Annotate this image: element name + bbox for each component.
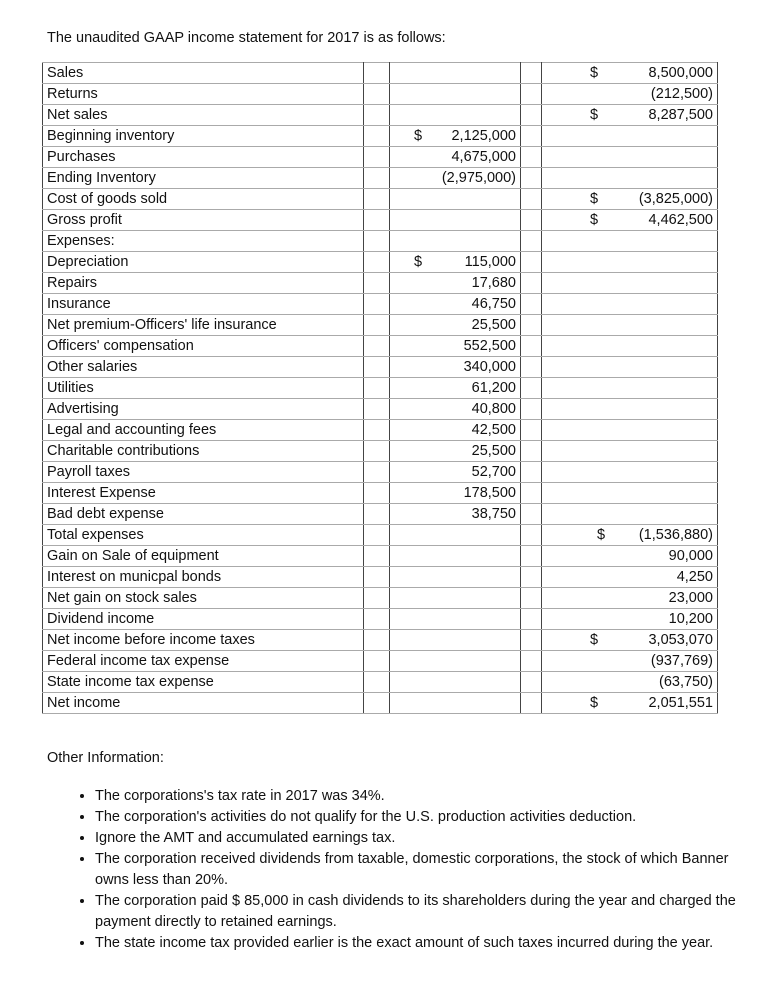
spacer-cell xyxy=(364,147,390,168)
row-label: Repairs xyxy=(43,273,364,294)
row-label: Net income before income taxes xyxy=(43,630,364,651)
spacer-cell xyxy=(364,357,390,378)
spacer-cell xyxy=(521,399,542,420)
total-cell xyxy=(542,546,718,567)
other-information-list xyxy=(50,786,745,954)
bullet-item: • The corporation's activities do not qualify for the U.S. production activities deduction. xyxy=(95,807,745,828)
total-cell xyxy=(542,252,718,273)
spacer-cell xyxy=(364,189,390,210)
table-row xyxy=(43,693,718,714)
table-row xyxy=(43,504,718,525)
spacer-cell xyxy=(364,294,390,315)
total-cell xyxy=(542,210,718,231)
table-row xyxy=(43,546,718,567)
spacer-cell xyxy=(364,525,390,546)
total-value: (212,500) xyxy=(650,86,713,102)
total-cell xyxy=(542,441,718,462)
table-row xyxy=(43,630,718,651)
row-label: Insurance xyxy=(43,294,364,315)
amount-cell xyxy=(390,504,521,525)
amount-value: 42,500 xyxy=(471,422,516,438)
spacer-cell xyxy=(364,252,390,273)
total-value: 23,000 xyxy=(668,590,713,606)
spacer-cell xyxy=(364,315,390,336)
amount-cell xyxy=(390,168,521,189)
total-cell xyxy=(542,378,718,399)
amount-cell xyxy=(390,630,521,651)
spacer-cell xyxy=(521,315,542,336)
spacer-cell xyxy=(364,273,390,294)
amount-cell xyxy=(390,441,521,462)
row-label: Cost of goods sold xyxy=(43,189,364,210)
amount-value: 25,500 xyxy=(471,317,516,333)
spacer-cell xyxy=(364,546,390,567)
dollar-sign: $ xyxy=(597,527,606,543)
row-label: Utilities xyxy=(43,378,364,399)
total-cell xyxy=(542,630,718,651)
spacer-cell xyxy=(521,441,542,462)
amount-cell xyxy=(390,357,521,378)
total-value: (1,536,880) xyxy=(638,527,713,543)
spacer-cell xyxy=(521,357,542,378)
total-value: 2,051,551 xyxy=(648,695,713,711)
table-row xyxy=(43,105,718,126)
total-value: 8,287,500 xyxy=(648,107,713,123)
table-row xyxy=(43,462,718,483)
row-label: Expenses: xyxy=(43,231,364,252)
total-cell xyxy=(542,567,718,588)
amount-cell xyxy=(390,63,521,84)
total-cell xyxy=(542,168,718,189)
amount-cell xyxy=(390,105,521,126)
table-row xyxy=(43,357,718,378)
dollar-sign: $ xyxy=(414,128,423,144)
amount-value: 552,500 xyxy=(463,338,516,354)
table-row xyxy=(43,420,718,441)
spacer-cell xyxy=(521,483,542,504)
amount-cell xyxy=(390,210,521,231)
spacer-cell xyxy=(521,126,542,147)
amount-cell xyxy=(390,609,521,630)
spacer-cell xyxy=(521,420,542,441)
table-row xyxy=(43,315,718,336)
table-row xyxy=(43,588,718,609)
spacer-cell xyxy=(364,630,390,651)
total-cell xyxy=(542,462,718,483)
spacer-cell xyxy=(521,672,542,693)
total-value: 3,053,070 xyxy=(648,632,713,648)
bullet-item: • The state income tax provided earlier is the exact amount of such taxes incurred during the year. xyxy=(95,933,745,954)
amount-cell xyxy=(390,672,521,693)
total-cell xyxy=(542,483,718,504)
bullet-item: • The corporation paid $ 85,000 in cash dividends to its shareholders during the year and charged the payment directly to retained earnings. xyxy=(95,891,745,933)
total-cell xyxy=(542,504,718,525)
row-label: Federal income tax expense xyxy=(43,651,364,672)
row-label: Gain on Sale of equipment xyxy=(43,546,364,567)
amount-value: (2,975,000) xyxy=(441,170,516,186)
amount-value: 52,700 xyxy=(471,464,516,480)
amount-value: 61,200 xyxy=(471,380,516,396)
amount-cell xyxy=(390,252,521,273)
amount-cell xyxy=(390,378,521,399)
table-row xyxy=(43,84,718,105)
row-label: Dividend income xyxy=(43,609,364,630)
spacer-cell xyxy=(521,504,542,525)
table-row xyxy=(43,609,718,630)
spacer-cell xyxy=(364,84,390,105)
amount-value: 38,750 xyxy=(471,506,516,522)
amount-cell xyxy=(390,147,521,168)
spacer-cell xyxy=(521,294,542,315)
spacer-cell xyxy=(364,63,390,84)
total-cell xyxy=(542,399,718,420)
spacer-cell xyxy=(364,567,390,588)
amount-value: 17,680 xyxy=(471,275,516,291)
total-value: 90,000 xyxy=(668,548,713,564)
amount-value: 25,500 xyxy=(471,443,516,459)
row-label: Charitable contributions xyxy=(43,441,364,462)
table-row xyxy=(43,567,718,588)
total-cell xyxy=(542,420,718,441)
row-label: Purchases xyxy=(43,147,364,168)
amount-value: 340,000 xyxy=(463,359,516,375)
spacer-cell xyxy=(521,105,542,126)
amount-cell xyxy=(390,462,521,483)
spacer-cell xyxy=(521,693,542,714)
row-label: Gross profit xyxy=(43,210,364,231)
amount-cell xyxy=(390,525,521,546)
row-label: Net premium-Officers' life insurance xyxy=(43,315,364,336)
spacer-cell xyxy=(364,693,390,714)
total-cell xyxy=(542,231,718,252)
row-label: Total expenses xyxy=(43,525,364,546)
spacer-cell xyxy=(521,546,542,567)
spacer-cell xyxy=(364,504,390,525)
total-cell xyxy=(542,336,718,357)
total-value: 4,250 xyxy=(676,569,713,585)
amount-cell xyxy=(390,273,521,294)
total-cell xyxy=(542,609,718,630)
row-label: Depreciation xyxy=(43,252,364,273)
row-label: Officers' compensation xyxy=(43,336,364,357)
table-row xyxy=(43,525,718,546)
spacer-cell xyxy=(364,105,390,126)
row-label: Advertising xyxy=(43,399,364,420)
total-cell xyxy=(542,189,718,210)
dollar-sign: $ xyxy=(414,254,423,270)
row-label: Beginning inventory xyxy=(43,126,364,147)
spacer-cell xyxy=(521,462,542,483)
table-row xyxy=(43,231,718,252)
total-cell xyxy=(542,315,718,336)
spacer-cell xyxy=(521,588,542,609)
amount-cell xyxy=(390,231,521,252)
dollar-sign: $ xyxy=(590,65,599,81)
spacer-cell xyxy=(364,462,390,483)
amount-cell xyxy=(390,126,521,147)
table-row xyxy=(43,294,718,315)
amount-value: 40,800 xyxy=(471,401,516,417)
amount-cell xyxy=(390,84,521,105)
total-value: (3,825,000) xyxy=(638,191,713,207)
row-label: Bad debt expense xyxy=(43,504,364,525)
row-label: Interest on municpal bonds xyxy=(43,567,364,588)
spacer-cell xyxy=(364,399,390,420)
spacer-cell xyxy=(364,336,390,357)
bullet-item: • Ignore the AMT and accumulated earnings tax. xyxy=(95,828,745,849)
spacer-cell xyxy=(364,126,390,147)
amount-cell xyxy=(390,399,521,420)
amount-cell xyxy=(390,420,521,441)
table-row xyxy=(43,378,718,399)
spacer-cell xyxy=(521,168,542,189)
total-value: 10,200 xyxy=(668,611,713,627)
spacer-cell xyxy=(364,651,390,672)
spacer-cell xyxy=(521,210,542,231)
spacer-cell xyxy=(364,420,390,441)
dollar-sign: $ xyxy=(590,191,599,207)
spacer-cell xyxy=(521,189,542,210)
total-value: 4,462,500 xyxy=(648,212,713,228)
amount-value: 2,125,000 xyxy=(451,128,516,144)
total-value: (63,750) xyxy=(658,674,713,690)
table-row xyxy=(43,210,718,231)
other-information-heading: Other Information: xyxy=(47,750,164,766)
amount-value: 46,750 xyxy=(471,296,516,312)
table-row xyxy=(43,252,718,273)
row-label: Net income xyxy=(43,693,364,714)
amount-cell xyxy=(390,693,521,714)
amount-value: 178,500 xyxy=(463,485,516,501)
row-label: Legal and accounting fees xyxy=(43,420,364,441)
table-row xyxy=(43,273,718,294)
spacer-cell xyxy=(521,525,542,546)
total-cell xyxy=(542,294,718,315)
table-row xyxy=(43,189,718,210)
amount-cell xyxy=(390,294,521,315)
dollar-sign: $ xyxy=(590,695,599,711)
amount-cell xyxy=(390,189,521,210)
amount-value: 4,675,000 xyxy=(451,149,516,165)
spacer-cell xyxy=(521,630,542,651)
spacer-cell xyxy=(364,672,390,693)
total-cell xyxy=(542,105,718,126)
row-label: State income tax expense xyxy=(43,672,364,693)
row-label: Returns xyxy=(43,84,364,105)
spacer-cell xyxy=(364,378,390,399)
table-row xyxy=(43,336,718,357)
statement-title: The unaudited GAAP income statement for 2017 is as follows: xyxy=(47,30,446,46)
table-row xyxy=(43,126,718,147)
total-cell xyxy=(542,63,718,84)
bullet-item: • The corporations's tax rate in 2017 was 34%. xyxy=(95,786,745,807)
spacer-cell xyxy=(521,252,542,273)
table-row xyxy=(43,168,718,189)
total-value: 8,500,000 xyxy=(648,65,713,81)
spacer-cell xyxy=(521,63,542,84)
table-row xyxy=(43,63,718,84)
spacer-cell xyxy=(364,210,390,231)
table-row xyxy=(43,147,718,168)
dollar-sign: $ xyxy=(590,107,599,123)
total-cell xyxy=(542,651,718,672)
income-statement-table xyxy=(42,62,718,714)
row-label: Payroll taxes xyxy=(43,462,364,483)
spacer-cell xyxy=(521,231,542,252)
amount-cell xyxy=(390,567,521,588)
table-row xyxy=(43,672,718,693)
amount-cell xyxy=(390,483,521,504)
spacer-cell xyxy=(521,336,542,357)
amount-cell xyxy=(390,336,521,357)
amount-value: 115,000 xyxy=(464,254,516,270)
total-cell xyxy=(542,588,718,609)
row-label: Interest Expense xyxy=(43,483,364,504)
spacer-cell xyxy=(521,147,542,168)
spacer-cell xyxy=(364,588,390,609)
bullet-item: • The corporation received dividends from taxable, domestic corporations, the stock of which Banner owns less than 20%. xyxy=(95,849,745,891)
spacer-cell xyxy=(364,609,390,630)
total-cell xyxy=(542,84,718,105)
dollar-sign: $ xyxy=(590,632,599,648)
total-cell xyxy=(542,693,718,714)
total-cell xyxy=(542,126,718,147)
dollar-sign: $ xyxy=(590,212,599,228)
spacer-cell xyxy=(521,609,542,630)
total-cell xyxy=(542,147,718,168)
spacer-cell xyxy=(364,441,390,462)
spacer-cell xyxy=(521,567,542,588)
total-cell xyxy=(542,357,718,378)
spacer-cell xyxy=(521,651,542,672)
amount-cell xyxy=(390,651,521,672)
total-cell xyxy=(542,273,718,294)
table-row xyxy=(43,441,718,462)
amount-cell xyxy=(390,315,521,336)
spacer-cell xyxy=(521,273,542,294)
table-row xyxy=(43,399,718,420)
row-label: Net gain on stock sales xyxy=(43,588,364,609)
table-row xyxy=(43,651,718,672)
total-cell xyxy=(542,672,718,693)
row-label: Net sales xyxy=(43,105,364,126)
spacer-cell xyxy=(521,378,542,399)
spacer-cell xyxy=(364,483,390,504)
total-value: (937,769) xyxy=(650,653,713,669)
total-cell xyxy=(542,525,718,546)
spacer-cell xyxy=(364,231,390,252)
row-label: Ending Inventory xyxy=(43,168,364,189)
spacer-cell xyxy=(521,84,542,105)
table-row xyxy=(43,483,718,504)
row-label: Other salaries xyxy=(43,357,364,378)
spacer-cell xyxy=(364,168,390,189)
amount-cell xyxy=(390,588,521,609)
amount-cell xyxy=(390,546,521,567)
row-label: Sales xyxy=(43,63,364,84)
